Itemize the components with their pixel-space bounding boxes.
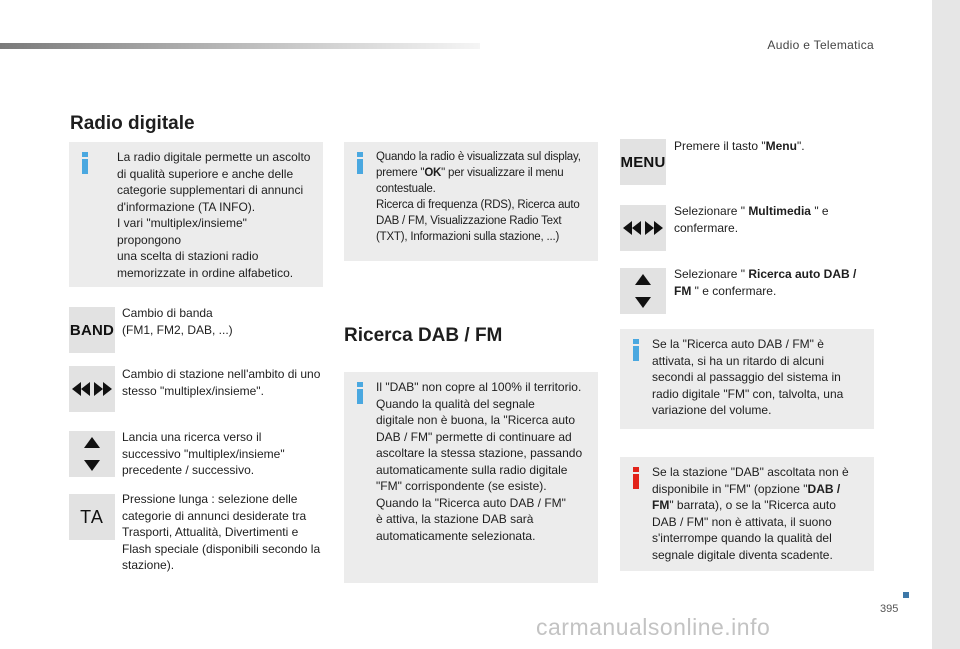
watermark: carmanualsonline.info (536, 614, 771, 640)
heading-radio-digitale: Radio digitale (70, 113, 195, 134)
header-gradient-bar (0, 43, 480, 49)
warning-box-dab-not-available (620, 457, 874, 571)
ta-key-icon: TA (69, 494, 115, 540)
seek-arrows-glyph (72, 381, 112, 397)
menu-key-icon: MENU (620, 139, 666, 185)
band-key-icon: BAND (69, 307, 115, 353)
info-box-ricerca-auto-delay (620, 329, 874, 429)
info-text: La radio digitale permette un ascolto di qualità superiore e anche delle categorie supplementari di annunci d'informazione (TA INFO). I vari "multiplex/insieme" propongono una scelta di stazioni radio memorizzate in ordine alfabetico. (117, 150, 311, 280)
step-multimedia: Selezionare " Multimedia " e confermare. (674, 204, 829, 235)
ta-description: Pressione lunga : selezione delle categorie di annunci desiderate tra Trasporti, Attualità, Divertimenti e Flash speciale (disponibili secondo la stazione). (122, 492, 321, 572)
info-text: Il "DAB" non copre al 100% il territorio. Quando la qualità del segnale digitale non è buona, la "Ricerca auto DAB / FM" permette di continuare ad ascoltare la stessa stazione, passando automaticamente sulla radio digitale "FM" corrispondente (se esiste). Quando la "Ricerca auto DAB / FM" è attiva, la stazione DAB sarà automaticamente selezionata. (376, 380, 583, 543)
info-icon (356, 152, 364, 174)
up-down-arrows-icon (69, 431, 115, 477)
step-menu: Premere il tasto "Menu". (674, 139, 805, 153)
warning-icon (632, 467, 640, 489)
info-text: Se la "Ricerca auto DAB / FM" è attivata, si ha un ritardo di alcuni secondi al passaggio del sistema in radio digitale "FM" con, talvolta, una variazione del volume. (652, 337, 844, 417)
info-icon (356, 382, 364, 404)
page-number: 395 (880, 603, 899, 615)
seek-arrows-icon (69, 366, 115, 412)
page-side-strip (932, 0, 960, 649)
seek-arrows-icon (620, 205, 666, 251)
up-down-arrows-icon (620, 268, 666, 314)
seek-description: Cambio di stazione nell'ambito di uno stesso "multiplex/insieme". (122, 367, 321, 398)
band-description: Cambio di banda (FM1, FM2, DAB, ...) (122, 306, 233, 337)
info-box-display-ok (344, 142, 598, 261)
warning-text: Se la stazione "DAB" ascoltata non è disponibile in "FM" (opzione "DAB / FM" barrata), o se la "Ricerca auto DAB / FM" non è attivata, il suono s'interrompe quando la qualità del segnale digitale diventa scadente. (652, 465, 849, 562)
seek-arrows-glyph (623, 220, 663, 236)
info-box-radio-digitale (69, 142, 323, 287)
info-text: Quando la radio è visualizzata sul display, premere "OK" per visualizzare il menu contestuale. Ricerca di frequenza (RDS), Ricerca auto DAB / FM, Visualizzazione Radio Text (TXT), Informazioni sulla stazione, ...) (376, 151, 581, 243)
info-box-dab-coverage (344, 372, 598, 583)
section-title: Audio e Telematica (767, 38, 874, 52)
up-down-arrows-glyph (635, 274, 651, 308)
multiplex-search-description: Lancia una ricerca verso il successivo "multiplex/insieme" precedente / successivo. (122, 430, 285, 477)
step-ricerca-auto: Selezionare " Ricerca auto DAB / FM " e confermare. (674, 267, 857, 298)
heading-ricerca-dab-fm: Ricerca DAB / FM (344, 325, 503, 346)
up-down-arrows-glyph (84, 437, 100, 471)
info-icon (81, 152, 89, 174)
info-icon (632, 339, 640, 361)
page-marker-icon (903, 592, 909, 598)
